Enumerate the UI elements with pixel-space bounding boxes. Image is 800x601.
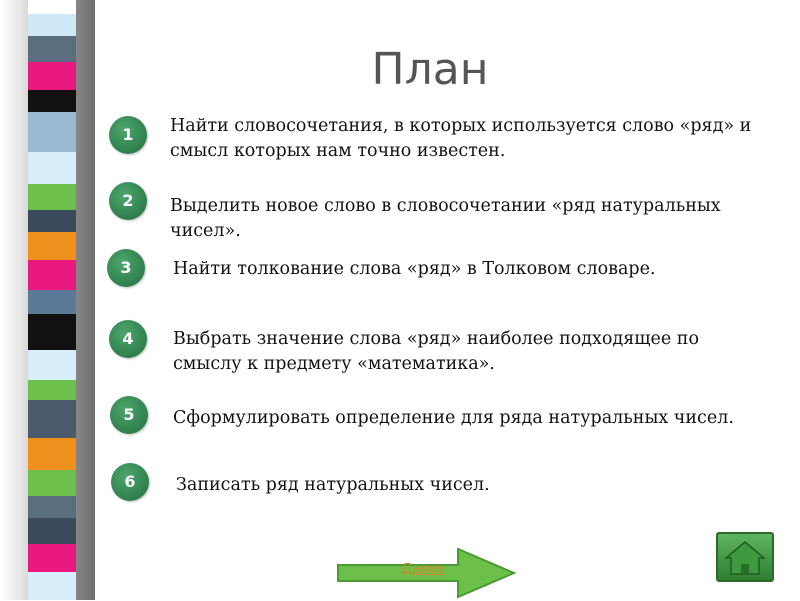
stripe [28,36,76,62]
stripe [28,572,76,600]
step-text: Сформулировать определение для ряда натуральных чисел. [173,408,734,428]
step-text: Найти словосочетания, в которых используется слово «ряд» и смысл которых нам точно известен. [170,116,752,161]
step-number-badge: 4 [109,320,147,358]
decorative-stripes [28,0,76,600]
next-button[interactable]: Далее [401,562,445,577]
step-number-badge: 2 [109,182,147,220]
stripe [28,290,76,314]
stripe [28,184,76,210]
step-text: Записать ряд натуральных чисел. [176,475,490,495]
stripe [28,232,76,260]
stripe [28,0,76,14]
step-text: Выбрать значение слова «ряд» наиболее подходящее по смыслу к предмету «математика». [173,329,700,374]
stripe [28,350,76,380]
stripe [28,62,76,90]
step-number-badge: 1 [109,116,147,154]
step-text: Выделить новое слово в словосочетании «ряд натуральных чисел». [170,196,721,241]
home-button[interactable] [716,532,774,582]
stripe [28,544,76,572]
stripe [28,400,76,438]
stripe [28,90,76,112]
stripe [28,380,76,400]
page-title: План [371,44,489,95]
stripe [28,152,76,184]
stripe [28,470,76,496]
stripe [28,112,76,152]
home-icon [718,534,772,580]
stripe [28,210,76,232]
step-number-badge: 5 [110,396,148,434]
step-text: Найти толкование слова «ряд» в Толковом словаре. [173,259,656,279]
stripe [28,14,76,36]
stripe [28,314,76,350]
stripe [28,260,76,290]
step-number-badge: 3 [107,249,145,287]
step-number-badge: 6 [111,463,149,501]
stripe [28,518,76,544]
stripe [28,496,76,518]
stripe [28,438,76,470]
